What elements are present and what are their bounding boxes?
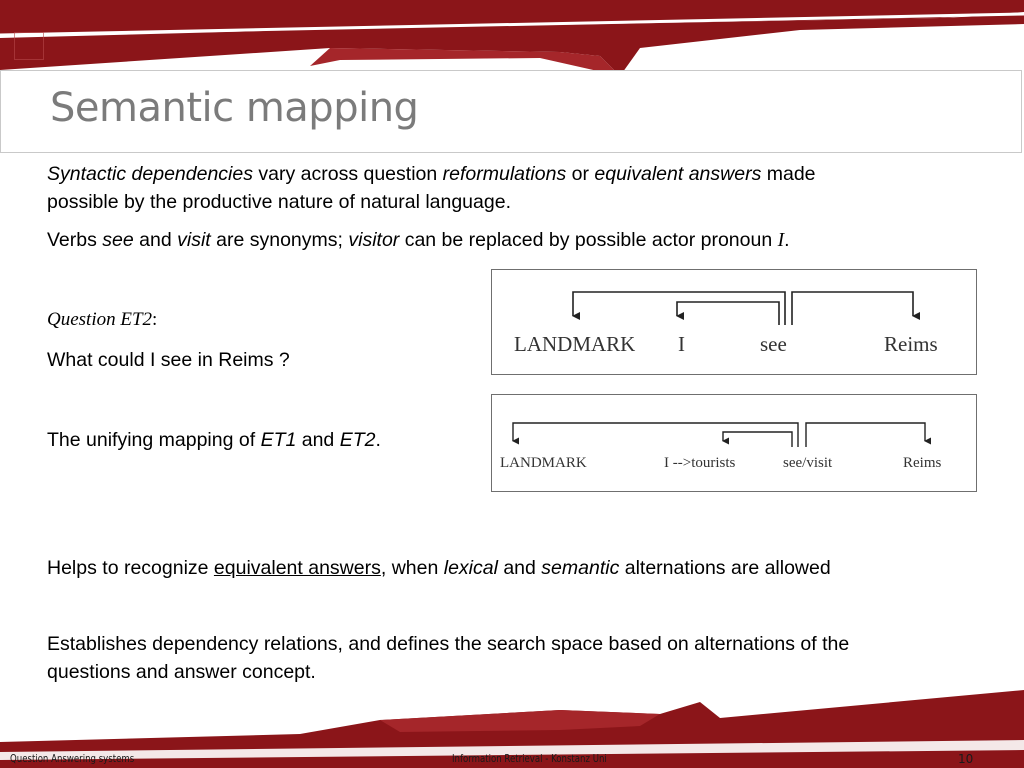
logo-mark	[14, 32, 44, 60]
emphasis-text: reformulations	[442, 163, 567, 185]
diagram-word-reims: Reims	[884, 332, 938, 356]
dependency-diagram-et2	[491, 269, 977, 375]
text-run: are synonyms;	[210, 229, 349, 251]
text-run: or	[566, 163, 595, 185]
question-label	[47, 306, 157, 334]
text-run: can be replaced by possible actor pronoun	[399, 229, 778, 251]
diagram-word-landmark: LANDMARK	[500, 455, 587, 471]
footer-center: Information Retrieval - Konstanz Uni	[452, 752, 607, 765]
text-run: and	[497, 557, 542, 579]
top-decoration	[0, 0, 1024, 80]
emphasis-text: Question ET2	[47, 309, 153, 330]
text-run: questions and answer concept.	[47, 661, 316, 683]
text-run: and	[296, 429, 340, 451]
text-run: Verbs	[47, 229, 103, 251]
paragraph-helps	[47, 554, 831, 582]
paragraph-verbs	[47, 226, 790, 255]
text-run: possible by the productive nature of natural language.	[47, 191, 511, 213]
diagram-word-see: see	[760, 332, 787, 356]
paragraph-establishes	[47, 630, 849, 686]
emphasis-text: lexical	[443, 557, 498, 579]
diagram-word-see-visit: see/visit	[783, 455, 833, 471]
diagram-word-i: I	[678, 332, 685, 356]
footer-course: Question Answering systems	[10, 752, 135, 765]
diagram-word-landmark: LANDMARK	[514, 332, 636, 356]
dependency-arrows	[492, 270, 978, 376]
underlined-term: equivalent answers	[213, 557, 381, 579]
text-run: , when	[380, 557, 444, 579]
emphasis-text: ET2	[339, 429, 376, 451]
diagram-word-i-tourists: I -->tourists	[664, 455, 736, 471]
text-run: alternations are allowed	[619, 557, 831, 579]
text-run: :	[152, 309, 158, 330]
dependency-arrows	[492, 395, 978, 493]
emphasis-text: see	[102, 229, 134, 251]
text-run: .	[784, 229, 790, 251]
emphasis-text: Syntactic dependencies	[47, 163, 253, 185]
paragraph-syntactic	[47, 160, 816, 216]
emphasis-text: equivalent answers	[594, 163, 762, 185]
text-run: vary across question	[252, 163, 443, 185]
emphasis-text: visitor	[348, 229, 400, 251]
question-text: What could I see in Reims ?	[47, 349, 290, 371]
text-run: and	[133, 229, 178, 251]
emphasis-text: visit	[177, 229, 211, 251]
text-run: .	[375, 429, 381, 451]
text-run: Helps to recognize	[47, 557, 214, 579]
page-number: 10	[958, 752, 974, 766]
emphasis-text: semantic	[541, 557, 620, 579]
text-run: Establishes dependency relations, and defines the search space based on alternations of the	[47, 633, 850, 655]
emphasis-text: ET1	[260, 429, 297, 451]
page-title: Semantic mapping	[50, 85, 419, 131]
text-run: made	[761, 163, 816, 185]
text-run: The unifying mapping of	[47, 429, 261, 451]
emphasis-text: I	[777, 230, 785, 251]
paragraph-unifying	[47, 426, 381, 454]
dependency-diagram-unified	[491, 394, 977, 492]
diagram-word-reims: Reims	[903, 455, 942, 471]
